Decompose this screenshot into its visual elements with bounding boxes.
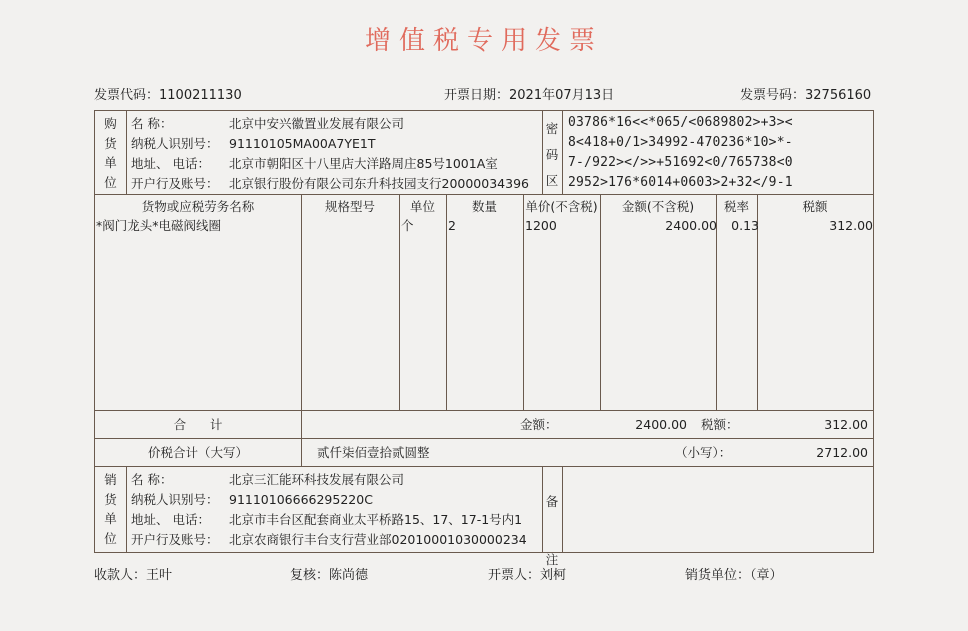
seller-tax-row <box>131 490 373 509</box>
divider <box>446 194 447 410</box>
invoice-number-label: 发票号码： <box>740 88 806 103</box>
cipher-side-label <box>542 116 562 194</box>
cipher-line: 2952>176*6014+0603>2+32</9-1 <box>568 175 793 190</box>
cipher-line: 7-/922></>>+51692<0/765738<0 <box>568 155 793 170</box>
payee-name: 王叶 <box>146 568 173 583</box>
buyer-name-row <box>131 114 404 133</box>
grand-total-label: 价税合计（大写） <box>147 445 248 460</box>
cipher-line: 8<418+0/1>34992-470236*10>*- <box>568 135 793 150</box>
invoice-form <box>94 110 874 567</box>
invoice-number-value: 32756160 <box>805 88 872 103</box>
buyer-side-char: 位 <box>104 174 117 190</box>
buyer-addr-label: 地址、 电话： <box>131 156 210 171</box>
item-name: *阀门龙头*电磁阀线圈 <box>96 218 222 233</box>
divider <box>523 194 524 410</box>
buyer-side-label <box>95 114 126 192</box>
buyer-addr: 北京市朝阳区十八里店大洋路周庄85号1001A室 <box>229 156 498 171</box>
totals-amount: 2400.00 <box>635 417 687 432</box>
cipher-line: 03786*16<<*065/<0689802>+3>< <box>568 115 793 130</box>
buyer-side-char: 购 <box>104 116 117 131</box>
grand-total-small-label: （小写）： <box>675 445 732 460</box>
item-tax: 312.00 <box>829 218 873 233</box>
col-header-price: 单价(不含税) <box>525 199 598 214</box>
item-unit: 个 <box>401 218 414 233</box>
footer-seller-seal: 销货单位：（章） <box>685 568 783 583</box>
seller-tax-label: 纳税人识别号： <box>131 492 219 507</box>
invoice-code-value: 1100211130 <box>159 88 242 103</box>
drawer-label: 开票人： <box>488 568 541 583</box>
totals-tax: 312.00 <box>824 417 868 432</box>
col-header-rate: 税率 <box>723 199 749 214</box>
drawer-name: 刘柯 <box>540 568 567 583</box>
buyer-bank-row <box>131 174 529 193</box>
footer-payee <box>94 564 172 583</box>
divider <box>562 111 563 194</box>
divider <box>95 438 873 439</box>
buyer-side-char: 货 <box>104 135 117 151</box>
payee-label: 收款人： <box>94 568 147 583</box>
buyer-tax-id: 91110105MA00A7YE1T <box>229 136 376 151</box>
invoice-code <box>94 84 242 103</box>
buyer-tax-label: 纳税人识别号： <box>131 136 219 151</box>
cipher-side-char: 码 <box>545 147 559 162</box>
col-header-tax: 税额 <box>802 199 828 214</box>
reviewer-name: 陈尚德 <box>329 568 369 583</box>
invoice-date <box>444 84 614 103</box>
seller-name-label: 名 称： <box>131 472 173 487</box>
divider <box>301 194 302 410</box>
col-header-amount: 金额(不含税) <box>621 199 695 214</box>
totals-tax-label: 税额： <box>701 417 739 432</box>
seller-side-char: 单 <box>104 511 117 526</box>
invoice-code-label: 发票代码： <box>94 88 160 103</box>
seller-name-row <box>131 470 404 489</box>
buyer-tax-row <box>131 134 376 153</box>
divider <box>95 410 873 411</box>
invoice-date-value: 2021年07月13日 <box>509 88 615 103</box>
buyer-name: 北京中安兴徽置业发展有限公司 <box>229 116 405 131</box>
col-header-spec: 规格型号 <box>324 199 375 214</box>
divider <box>126 466 127 552</box>
remarks-side-char: 备 <box>545 494 559 509</box>
seller-side-label <box>95 470 126 548</box>
seller-tax-id: 91110106666295220C <box>229 492 373 507</box>
buyer-side-char: 单 <box>104 155 117 170</box>
seller-bank-row <box>131 530 527 549</box>
cipher-side-char: 密 <box>545 121 559 136</box>
cipher-side-char: 区 <box>545 173 559 188</box>
remarks-side-char: 注 <box>545 552 559 567</box>
item-qty: 2 <box>448 218 456 233</box>
invoice-date-label: 开票日期： <box>444 88 510 103</box>
seller-bank: 北京农商银行丰台支行营业部02010001030000234 <box>229 532 527 547</box>
col-header-name: 货物或应税劳务名称 <box>141 199 255 214</box>
buyer-bank-label: 开户行及账号： <box>131 176 219 191</box>
col-header-qty: 数量 <box>471 199 497 214</box>
invoice-number <box>740 84 871 103</box>
col-header-unit: 单位 <box>409 199 435 214</box>
seller-name: 北京三汇能环科技发展有限公司 <box>229 472 405 487</box>
divider <box>399 194 400 410</box>
grand-total-small: 2712.00 <box>816 445 868 460</box>
seller-addr: 北京市丰台区配套商业太平桥路15、17、17-1号内1 <box>229 512 523 527</box>
buyer-name-label: 名 称： <box>131 116 173 131</box>
divider <box>126 111 127 194</box>
divider <box>301 410 302 466</box>
cipher-text <box>568 113 793 193</box>
remarks-area <box>563 467 873 552</box>
buyer-bank: 北京银行股份有限公司东升科技园支行20000034396 <box>229 176 529 191</box>
footer-reviewer <box>290 564 368 583</box>
item-rate: 0.13 <box>731 218 759 233</box>
footer-drawer <box>488 564 566 583</box>
totals-amount-label: 金额： <box>520 417 558 432</box>
seller-side-char: 货 <box>104 491 117 507</box>
invoice-title: 增值税专用发票 <box>364 26 603 56</box>
item-price: 1200 <box>525 218 557 233</box>
seller-side-char: 销 <box>104 472 117 487</box>
seller-addr-label: 地址、 电话： <box>131 512 210 527</box>
item-amount: 2400.00 <box>665 218 717 233</box>
buyer-addr-row <box>131 154 498 173</box>
seller-addr-row <box>131 510 522 529</box>
grand-total-words: 贰仟柒佰壹拾贰圆整 <box>317 445 430 460</box>
seller-bank-label: 开户行及账号： <box>131 532 219 547</box>
reviewer-label: 复核： <box>290 568 330 583</box>
totals-label: 合 计 <box>173 417 223 432</box>
seller-side-char: 位 <box>104 530 117 546</box>
